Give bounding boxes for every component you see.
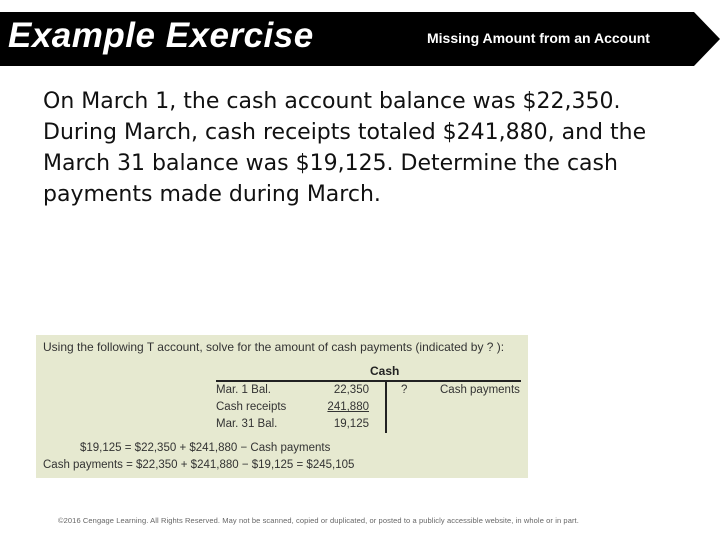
t-row-label: Mar. 31 Bal. [216,418,278,430]
solution-instruction: Using the following T account, solve for the amount of cash payments (indicated by ? ): [43,340,505,354]
exercise-prompt: On March 1, the cash account balance was $22,350. During March, cash receipts totaled $241,880, and the March 31 balance was $19,125. Determine the cash payments made during March. [43,89,647,207]
t-row-amount: 19,125 [333,418,369,430]
t-row-amount: 241,880 [327,401,369,413]
unknown-marker: ? [401,384,408,396]
slide-subtitle: Missing Amount from an Account [427,30,650,46]
copyright-notice: ©2016 Cengage Learning. All Rights Reserved. May not be scanned, copied or duplicated, or posted to a publicly accessible website, in whole or in part. [58,516,579,525]
equation-line: Cash payments = $22,350 + $241,880 − $19,125 = $245,105 [43,459,355,471]
t-row-label: Cash receipts [216,401,287,413]
solution-image [36,335,528,478]
t-account-top-line [216,380,521,382]
t-credit-label: Cash payments [440,384,520,396]
t-row-label: Mar. 1 Bal. [216,384,271,396]
slide-header [0,12,720,66]
slide-title: Example Exercise [8,16,314,55]
equation-line: $19,125 = $22,350 + $241,880 − Cash payments [80,442,331,454]
t-account-divider [385,380,387,433]
t-row-amount: 22,350 [333,384,369,396]
t-account-title: Cash [370,364,400,378]
